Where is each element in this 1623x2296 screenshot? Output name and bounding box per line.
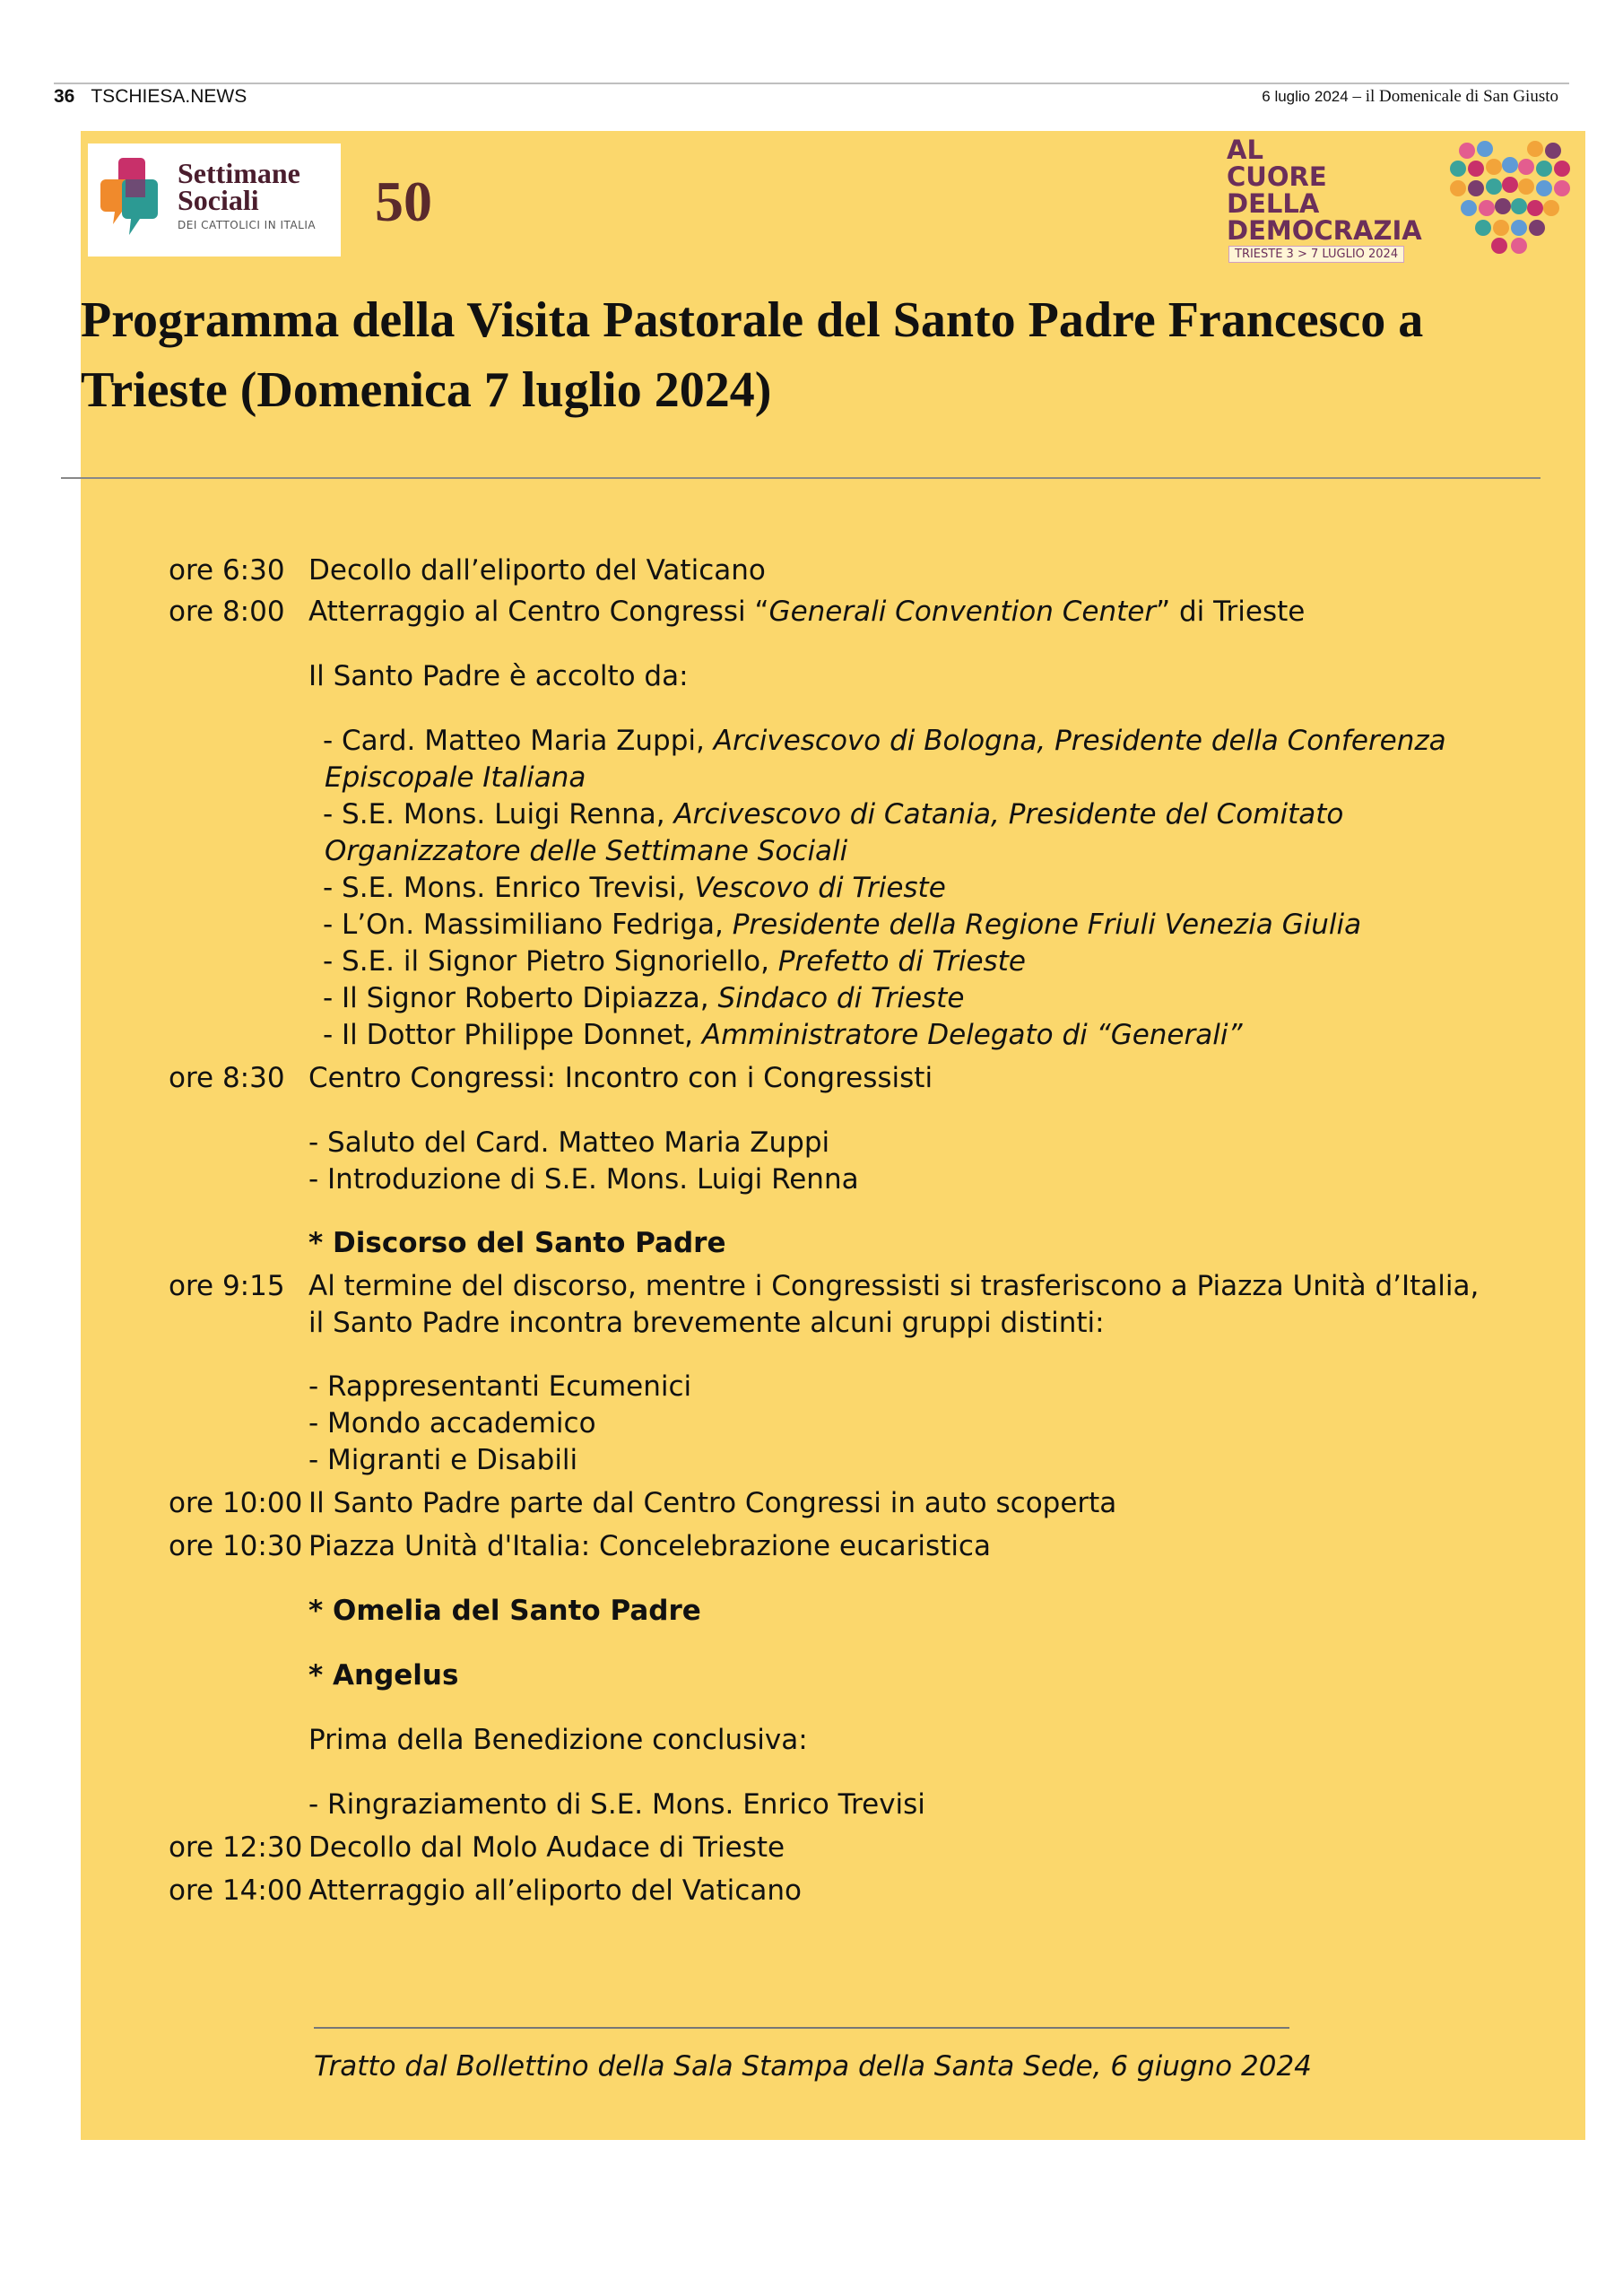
source-note: Tratto dal Bollettino della Sala Stampa della Santa Sede, 6 giugno 2024 — [314, 2050, 1312, 2083]
event-text: Piazza Unità d'Italia: Concelebrazione eucaristica — [308, 1530, 991, 1562]
welcomer-item: - S.E. il Signor Pietro Signoriello, Prefetto di Trieste — [323, 945, 1026, 978]
welcomer-item: - S.E. Mons. Luigi Renna, Arcivescovo di Catania, Presidente del Comitato — [323, 798, 1344, 831]
event-text-cont: il Santo Padre incontra brevemente alcuni gruppi distinti: — [308, 1307, 1105, 1339]
site-name[interactable]: TSCHIESA.NEWS — [91, 86, 247, 107]
header-rule — [54, 83, 1569, 84]
settimane-wordmark: Settimane Sociali — [178, 157, 300, 216]
time-label: ore 6:30 — [169, 554, 285, 587]
source-rule — [314, 2027, 1289, 2029]
time-label: ore 12:30 — [169, 1831, 303, 1864]
issue-date: 6 luglio 2024 — [1262, 88, 1349, 105]
welcome-intro: Il Santo Padre è accolto da: — [308, 660, 689, 692]
speech-bubbles-icon — [95, 152, 176, 251]
program-panel — [81, 131, 1585, 2140]
event-dates: TRIESTE 3 > 7 LUGLIO 2024 — [1228, 246, 1404, 263]
event-text: Decollo dal Molo Audace di Trieste — [308, 1831, 785, 1864]
event-text: Decollo dall’eliporto del Vaticano — [308, 554, 766, 587]
welcomer-item: - Card. Matteo Maria Zuppi, Arcivescovo di Bologna, Presidente della Conferenza — [323, 725, 1446, 757]
highlight-item: * Angelus — [308, 1659, 459, 1692]
title-rule — [61, 477, 1541, 479]
welcomer-item: - Il Dottor Philippe Donnet, Amministratore Delegato di “Generali” — [323, 1019, 1243, 1051]
welcomer-item: - L’On. Massimiliano Fedriga, Presidente della Regione Friuli Venezia Giulia — [323, 909, 1362, 941]
sub-item: - Rappresentanti Ecumenici — [308, 1370, 692, 1403]
event-text: Al termine del discorso, mentre i Congressisti si trasferiscono a Piazza Unità d’Italia, — [308, 1270, 1480, 1302]
highlight-item: * Discorso del Santo Padre — [308, 1227, 726, 1259]
event-text: Il Santo Padre parte dal Centro Congressi in auto scoperta — [308, 1487, 1117, 1519]
time-label: ore 14:00 — [169, 1874, 303, 1907]
header-right — [1262, 87, 1558, 107]
time-label: ore 8:00 — [169, 596, 285, 628]
welcomer-item: - Il Signor Roberto Dipiazza, Sindaco di Trieste — [323, 982, 965, 1014]
sub-item: - Introduzione di S.E. Mons. Luigi Renna — [308, 1163, 859, 1196]
highlight-item: * Omelia del Santo Padre — [308, 1595, 701, 1627]
heart-of-faces-icon — [1447, 138, 1573, 260]
sub-item: - Migranti e Disabili — [308, 1444, 578, 1476]
sub-item: - Saluto del Card. Matteo Maria Zuppi — [308, 1126, 830, 1159]
welcomer-item-cont: Organizzatore delle Settimane Sociali — [325, 835, 848, 867]
publication-name: – il Domenicale di San Giusto — [1348, 87, 1558, 106]
welcomer-item: - S.E. Mons. Enrico Trevisi, Vescovo di Trieste — [323, 872, 946, 904]
fifty-anniversary-logo: 50 — [375, 170, 432, 233]
header-left — [54, 86, 247, 108]
time-label: ore 10:30 — [169, 1530, 303, 1562]
note-text: Prima della Benedizione conclusiva: — [308, 1724, 808, 1756]
event-text: Atterraggio al Centro Congressi “Generali Convention Center” di Trieste — [308, 596, 1306, 628]
sub-item: - Mondo accademico — [308, 1407, 596, 1439]
time-label: ore 8:30 — [169, 1062, 285, 1094]
settimane-sociali-logo — [88, 144, 341, 257]
page-title: Programma della Visita Pastorale del Santo Padre Francesco a Trieste (Domenica 7 luglio 2024) — [81, 292, 1424, 418]
event-logo: AL CUORE DELLA DEMOCRAZIA — [1227, 135, 1422, 246]
time-label: ore 10:00 — [169, 1487, 303, 1519]
event-text: Centro Congressi: Incontro con i Congressisti — [308, 1062, 933, 1094]
welcomer-item-cont: Episcopale Italiana — [325, 761, 586, 794]
sub-item: - Ringraziamento di S.E. Mons. Enrico Trevisi — [308, 1788, 925, 1821]
settimane-subtitle: DEI CATTOLICI IN ITALIA — [178, 219, 317, 231]
event-text: Atterraggio all’eliporto del Vaticano — [308, 1874, 802, 1907]
time-label: ore 9:15 — [169, 1270, 285, 1302]
page-number: 36 — [54, 86, 75, 107]
